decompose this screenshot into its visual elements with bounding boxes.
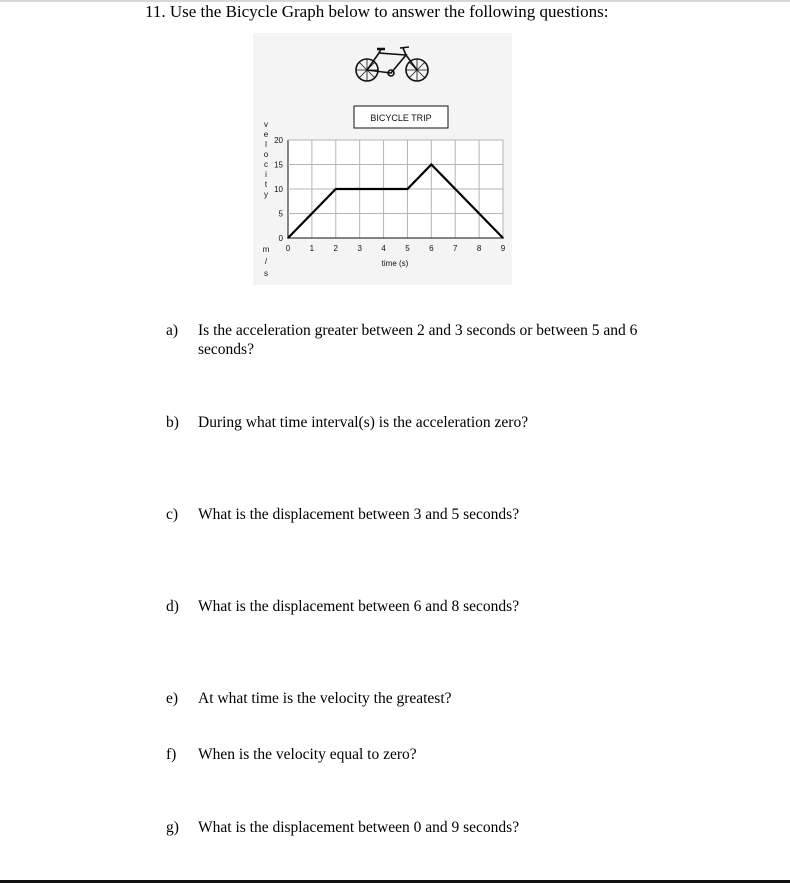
question-text: What is the displacement between 6 and 8 seconds?	[198, 598, 520, 615]
x-tick-label: 8	[476, 244, 482, 253]
question-text: What is the displacement between 0 and 9 seconds?	[198, 819, 520, 836]
y-tick-label: 15	[274, 160, 283, 170]
question-letter: d)	[166, 598, 179, 615]
question-text: When is the velocity equal to zero?	[198, 746, 417, 763]
question-text: At what time is the velocity the greatest?	[198, 690, 452, 707]
y-axis-title-letter: o	[263, 150, 269, 159]
chart-title: BICYCLE TRIP	[370, 113, 432, 123]
bicycle-icon	[356, 47, 428, 81]
question-letter: b)	[166, 414, 179, 431]
y-axis-unit-letter: s	[264, 269, 268, 278]
y-axis-title-letter: t	[264, 180, 268, 189]
y-tick-label: 20	[274, 136, 283, 145]
y-tick-label: 0	[278, 234, 283, 243]
question-letter: a)	[166, 322, 179, 339]
x-tick-label: 1	[309, 244, 315, 253]
x-tick-label: 7	[452, 244, 458, 253]
y-axis-title-letter: v	[264, 120, 268, 129]
question-letter: f)	[166, 746, 177, 763]
velocity-data-point	[359, 188, 361, 190]
velocity-data-point	[407, 188, 409, 190]
x-tick-label: 0	[285, 244, 291, 253]
x-tick-label: 6	[429, 244, 434, 253]
y-axis-title-letter: i	[265, 170, 267, 179]
y-axis-unit-letter: /	[264, 257, 268, 266]
velocity-data-point	[335, 188, 337, 190]
x-tick-label: 5	[405, 244, 410, 253]
x-tick-label: 3	[357, 244, 362, 253]
x-axis-title: time (s)	[381, 259, 409, 268]
question-text: During what time interval(s) is the acceleration zero?	[198, 414, 529, 431]
question-letter: e)	[166, 690, 179, 707]
y-axis-title-letter: l	[265, 140, 267, 149]
x-tick-label: 9	[500, 244, 506, 253]
question-letter: c)	[166, 506, 179, 523]
y-axis-unit-letter: m	[262, 245, 270, 254]
x-tick-label: 2	[333, 244, 339, 253]
bicycle-graph	[253, 33, 512, 285]
y-axis-title-letter: c	[264, 160, 268, 169]
bicycle-graph-figure	[253, 33, 512, 285]
question-text: What is the displacement between 3 and 5 seconds?	[198, 506, 520, 523]
x-tick-label: 4	[381, 244, 386, 253]
problem-heading: 11. Use the Bicycle Graph below to answer the following questions:	[145, 2, 609, 21]
y-tick-label: 5	[278, 209, 283, 219]
y-axis-title-letter: y	[264, 190, 268, 199]
velocity-data-point	[287, 237, 289, 239]
y-tick-label: 10	[274, 185, 283, 194]
question-letter: g)	[166, 819, 179, 836]
velocity-data-point	[502, 237, 504, 239]
velocity-data-point	[431, 164, 433, 166]
question-text: Is the acceleration greater between 2 and 3 seconds or between 5 and 6 seconds?	[198, 322, 638, 358]
y-axis-title-letter: e	[263, 130, 269, 139]
